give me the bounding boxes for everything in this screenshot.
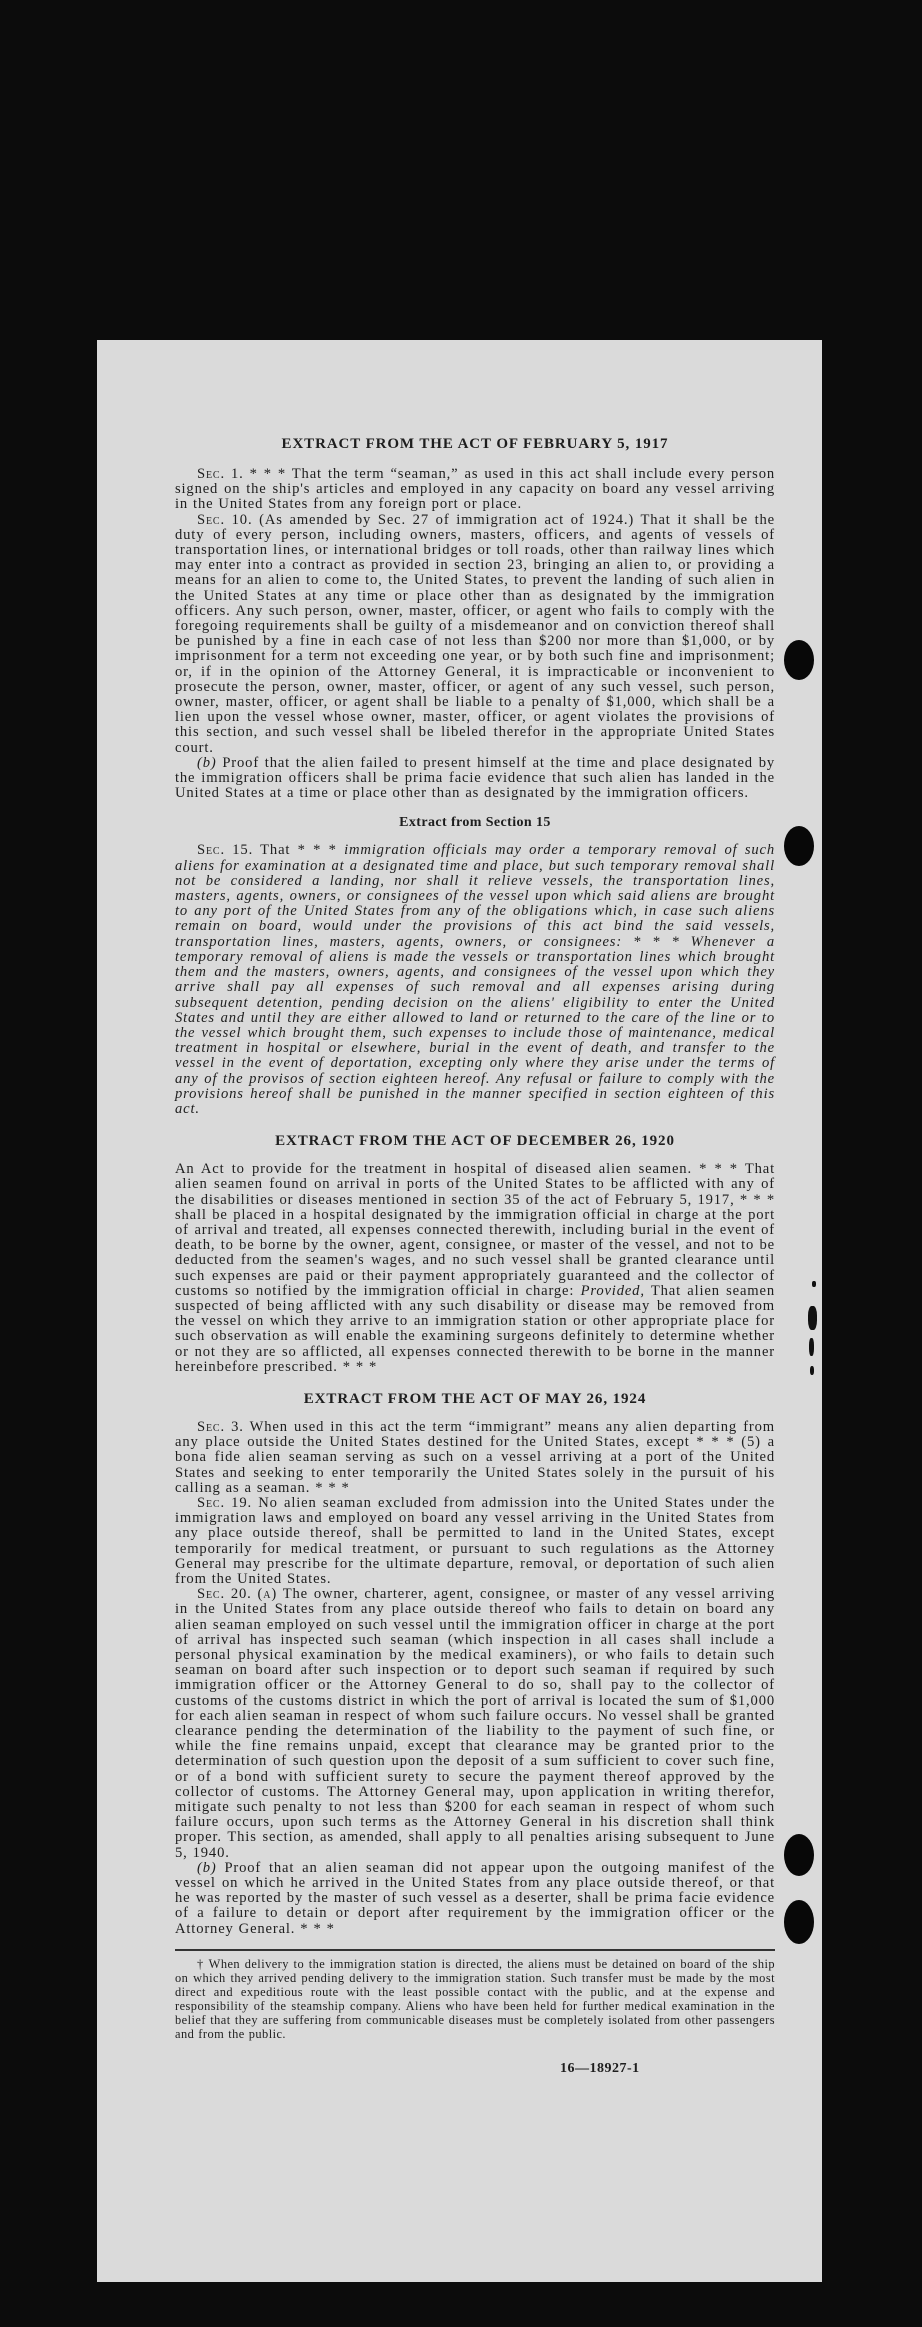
section-lead: That * * * [260, 842, 337, 859]
provided-term: Provided, [580, 1282, 645, 1299]
section-label: Sec. 10. [197, 511, 253, 528]
section-text: Proof that the alien failed to present himself at the time and place designated by the immigration officers shall be prima facie evidence that such alien has landed in the United States at a time or place other than as designated by the immigration officers. [175, 754, 775, 802]
ink-mark [810, 1366, 814, 1375]
ink-mark [812, 1281, 816, 1287]
section-text: No alien seaman excluded from admission into the United States under the immigration laws and employed on board any vessel arriving in the United States from any place outside thereof, shall be permitted to land in the United States, except temporarily for medical treatment, or pursuant to such regulations as the Attorney General may prescribe for the ultimate departure, removal, or deportation of such alien from the United States. [175, 1494, 776, 1587]
section-label: (b) [197, 1859, 217, 1876]
section-15 [175, 843, 775, 1117]
ink-mark [808, 1306, 817, 1330]
section-text: When used in this act the term “immigrant” means any alien departing from any place outside the United States destined for the United States, except * * * (5) a bona fide alien seaman serving as such on a vessel arriving at a port of the United States and seeking to enter temporarily the United States solely in the pursuit of his calling as a seaman. * * * [175, 1418, 775, 1496]
section-10 [175, 513, 775, 756]
section-label: Sec. 20. (a) [197, 1586, 278, 1603]
section-label: Sec. 3. [197, 1418, 244, 1435]
section-text: immigration officials may order a temporary removal of such aliens for examination at a designated time and place, but such temporary removal shall not be considered a landing, nor shall it relieve vessels, the transportation lines, masters, agents, owners, or consignees of the vessel upon which said aliens are brought to any port of the United States from any of the obligations which, in case such aliens remain on board, would under the provisions of this act bind the said vessels, transportation lines, masters, agents, owners, or consignees: * * * Whenever a temporary removal of aliens is made the vessels or transportation lines which brought them and the masters, owners, agents, and consignees of the vessel upon which they arrive shall pay all expenses of such removal and all expenses arising during subsequent detention, pending decision on the aliens' eligibility to enter the United States and until they are either allowed to land or returned to the care of the line or to the vessel which brought them, such expenses to include those of maintenance, medical treatment in hospital or elsewhere, burial in the event of death, and transfer to the vessel in the event of deportation, excepting only where they arise under the terms of any of the provisos of section eighteen hereof. Any refusal or failure to comply with the provisions hereof shall be punished in the manner specified in section eighteen of this act. [175, 842, 775, 1117]
form-number: 16—18927-1 [560, 2060, 640, 2076]
punch-hole-mark [784, 1900, 814, 1944]
heading-act-1920: EXTRACT FROM THE ACT OF DECEMBER 26, 1920 [275, 1133, 675, 1150]
punch-hole-mark [784, 1834, 814, 1876]
footnote-divider [175, 1949, 775, 1951]
section-label: Sec. 1. [197, 466, 244, 482]
heading-act-1924: EXTRACT FROM THE ACT OF MAY 26, 1924 [303, 1390, 647, 1407]
text-part-b: That alien seamen suspected of being afflicted with any such disability or disease may be removed from the vessel on which they arrive to an immigration station or other appropriate place for such observation as will enable the examining surgeons definitely to determine whether or not they are so afflicted, all expenses connected therewith to be borne in the manner hereinbefore prescribed. * * * [175, 1282, 775, 1375]
section-text: Proof that an alien seaman did not appear upon the outgoing manifest of the vessel on which he arrived in the United States from any place outside thereof, or that he was reported by the master of such vessel as a deserter, shall be prima facie evidence of a failure to detain or deport after requirement by the immigration officer or the Attorney General. * * * [175, 1859, 775, 1937]
ink-mark [809, 1338, 814, 1356]
heading-section-15: Extract from Section 15 [399, 815, 551, 831]
section-3 [175, 1420, 775, 1496]
section-text: The owner, charterer, agent, consignee, or master of any vessel arriving in the United States from any place outside thereof who fails to detain on board any alien seaman employed on such vessel until the immigration officer in charge at the port of arrival has inspected such seaman (which inspection in all cases shall include a personal physical examination by the medical examiners), or who fails to detain such seaman on board after such inspection or to deport such seaman if required by such immigration officer or the Attorney General to do so, shall pay to the collector of customs of the customs district in which the port of arrival is located the sum of $1,000 for each alien seaman in respect of whom such failure occurs. No vessel shall be granted clearance pending the determination of the liability to the payment of such fine, or while the fine remains unpaid, except that clearance may be granted prior to the determination of such question upon the deposit of a sum sufficient to cover such fine, or of a bond with sufficient surety to secure the payment thereof approved by the collector of customs. The Attorney General may, upon application in writing therefor, mitigate such penalty to not less than $200 for each seaman in respect of whom such failure occurs, upon such terms as the Attorney General in his discretion shall think proper. This section, as amended, shall apply to all penalties arising subsequent to June 5, 1940. [175, 1586, 775, 1861]
document-page [97, 340, 822, 2282]
section-20 [175, 1587, 775, 1861]
section-1 [175, 467, 775, 513]
text-part-a: An Act to provide for the treatment in hospital of diseased alien seamen. * * * That alien seamen found on arrival in ports of the United States to be afflicted with any of the disabilities or diseases mentioned in section 35 of the act of February 5, 1917, * * * shall be placed in a hospital designated by the immigration official in charge at the port of arrival and treated, all expenses connected therewith, including burial in the event of death, to be borne by the owner, agent, consignee, or master of the vessel, and not to be deducted from the seamen's wages, and no such vessel shall be granted clearance until such expenses are paid or their payment appropriately guaranteed and the collector of customs so notified by the immigration official in charge: [175, 1161, 775, 1299]
section-label: Sec. 19. [197, 1494, 252, 1511]
section-label: Sec. 15. [197, 842, 254, 859]
heading-act-1917: EXTRACT FROM THE ACT OF FEBRUARY 5, 1917 [281, 436, 669, 452]
section-text: (As amended by Sec. 27 of immigration act of 1924.) That it shall be the duty of every person, including owners, masters, officers, and agents of vessels of transportation lines, or international bridges or toll roads, other than railway lines which may enter into a contract as provided in section 23, bringing an alien to, or providing a means for an alien to come to, the United States, to prevent the landing of such alien in the United States at any time or place other than as designated by the immigration officers. Any such person, owner, master, officer, or agent who fails to comply with the foregoing requirements shall be guilty of a misdemeanor and on conviction thereof shall be punished by a fine in each case of not less than $200 nor more than $1,000, or by imprisonment for a term not exceeding one year, or by both such fine and imprisonment; or, if in the opinion of the Attorney General, it is impracticable or inconvenient to prosecute the person, owner, master, officer, or agent of any such vessel, such person, owner, master, officer, or agent shall be liable to a penalty of $1,000, which shall be a lien upon the vessel whose owner, master, officer, or agent violates the provisions of this section, and such vessel shall be libeled therefor in the appropriate United States court. [175, 511, 775, 756]
section-text: * * * That the term “seaman,” as used in this act shall include every person signed on the ship's articles and employed in any capacity on board any vessel arriving in the United States from any foreign port or place. [175, 466, 775, 513]
section-label: (b) [197, 754, 217, 771]
section-20-b [175, 1861, 775, 1937]
act-1920-text [175, 1162, 775, 1375]
punch-hole-mark [784, 640, 814, 680]
section-10-b [175, 756, 775, 802]
punch-hole-mark [784, 826, 814, 866]
section-19 [175, 1496, 775, 1587]
text-column [175, 436, 775, 2077]
footnote: † When delivery to the immigration station is directed, the aliens must be detained on board of the ship on which they arrived pending delivery to the immigration station. Such transfer must be made by the most direct and expeditious route with the least possible contact with the public, and at the expense and responsibility of the steamship company. Aliens who have been held for further medical examination in the belief that they are suffering from communicable diseases must be completely isolated from other passengers and from the public. [175, 1956, 775, 2041]
